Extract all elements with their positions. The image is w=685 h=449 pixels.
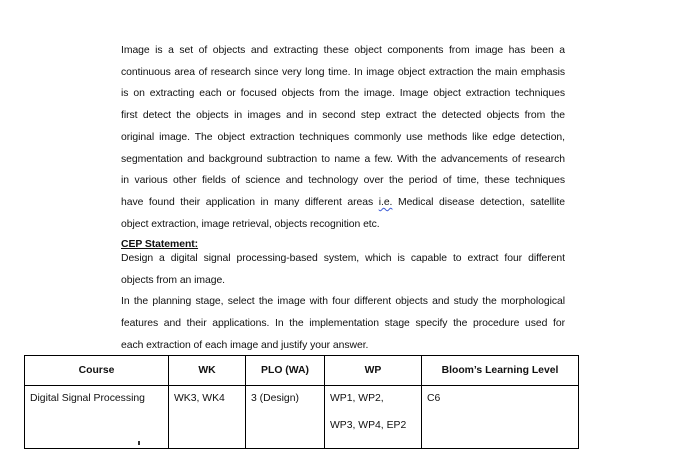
paragraph-line-start: have found their application in many different areas bbox=[121, 196, 374, 208]
cell-plo: 3 (Design) bbox=[246, 386, 325, 449]
cep-line: objects from an image. bbox=[121, 275, 226, 286]
paragraph-line: first detect the objects in images and in second step extract the detected objects from the bbox=[121, 110, 565, 122]
spellcheck-flagged-word[interactable]: i.e. bbox=[378, 196, 393, 208]
header-blooms-level: Bloom’s Learning Level bbox=[422, 356, 579, 386]
paragraph-line: continuous area of research since very long time. In image object extraction the main emphasis bbox=[121, 66, 565, 78]
cep-line: Design a digital signal processing-based system, which is capable to extract four different bbox=[121, 253, 565, 264]
paragraph-line: in various other fields of science and technology over the period of time, these techniques bbox=[121, 175, 565, 187]
paragraph-line-with-spellcheck bbox=[121, 196, 565, 209]
cell-wp-line: WP1, WP2, bbox=[330, 393, 384, 404]
stray-mark bbox=[138, 441, 140, 445]
header-plo: PLO (WA) bbox=[246, 356, 325, 386]
table-header-row bbox=[25, 356, 579, 386]
cep-heading: CEP Statement: bbox=[121, 239, 199, 250]
header-wp: WP bbox=[325, 356, 422, 386]
cell-wp-line: WP3, WP4, EP2 bbox=[330, 420, 407, 431]
cell-wp bbox=[325, 386, 422, 449]
paragraph-line: segmentation and background subtraction to name a few. With the advancements of research bbox=[121, 153, 565, 165]
cell-blooms: C6 bbox=[422, 386, 579, 449]
header-course: Course bbox=[25, 356, 169, 386]
cep-line: each extraction of each image and justify your answer. bbox=[121, 340, 369, 351]
header-wk: WK bbox=[169, 356, 246, 386]
cep-line: In the planning stage, select the image with four different objects and study the morphological bbox=[121, 296, 565, 307]
paragraph-line: original image. The object extraction techniques commonly use methods like edge detection, bbox=[121, 131, 565, 143]
course-mapping-table bbox=[24, 355, 579, 449]
cell-course: Digital Signal Processing bbox=[25, 386, 169, 449]
cell-wk: WK3, WK4 bbox=[169, 386, 246, 449]
table-row bbox=[25, 386, 579, 449]
cep-line: features and their applications. In the implementation stage specify the procedure used for bbox=[121, 318, 565, 329]
paragraph-line-end: Medical disease detection, satellite bbox=[392, 196, 565, 208]
paragraph-line: is on extracting each or focused objects from the image. Image object extraction techniques bbox=[121, 88, 565, 100]
paragraph-line: Image is a set of objects and extracting these object components from image has been a bbox=[121, 45, 565, 56]
paragraph-line: object extraction, image retrieval, objects recognition etc. bbox=[121, 218, 380, 230]
